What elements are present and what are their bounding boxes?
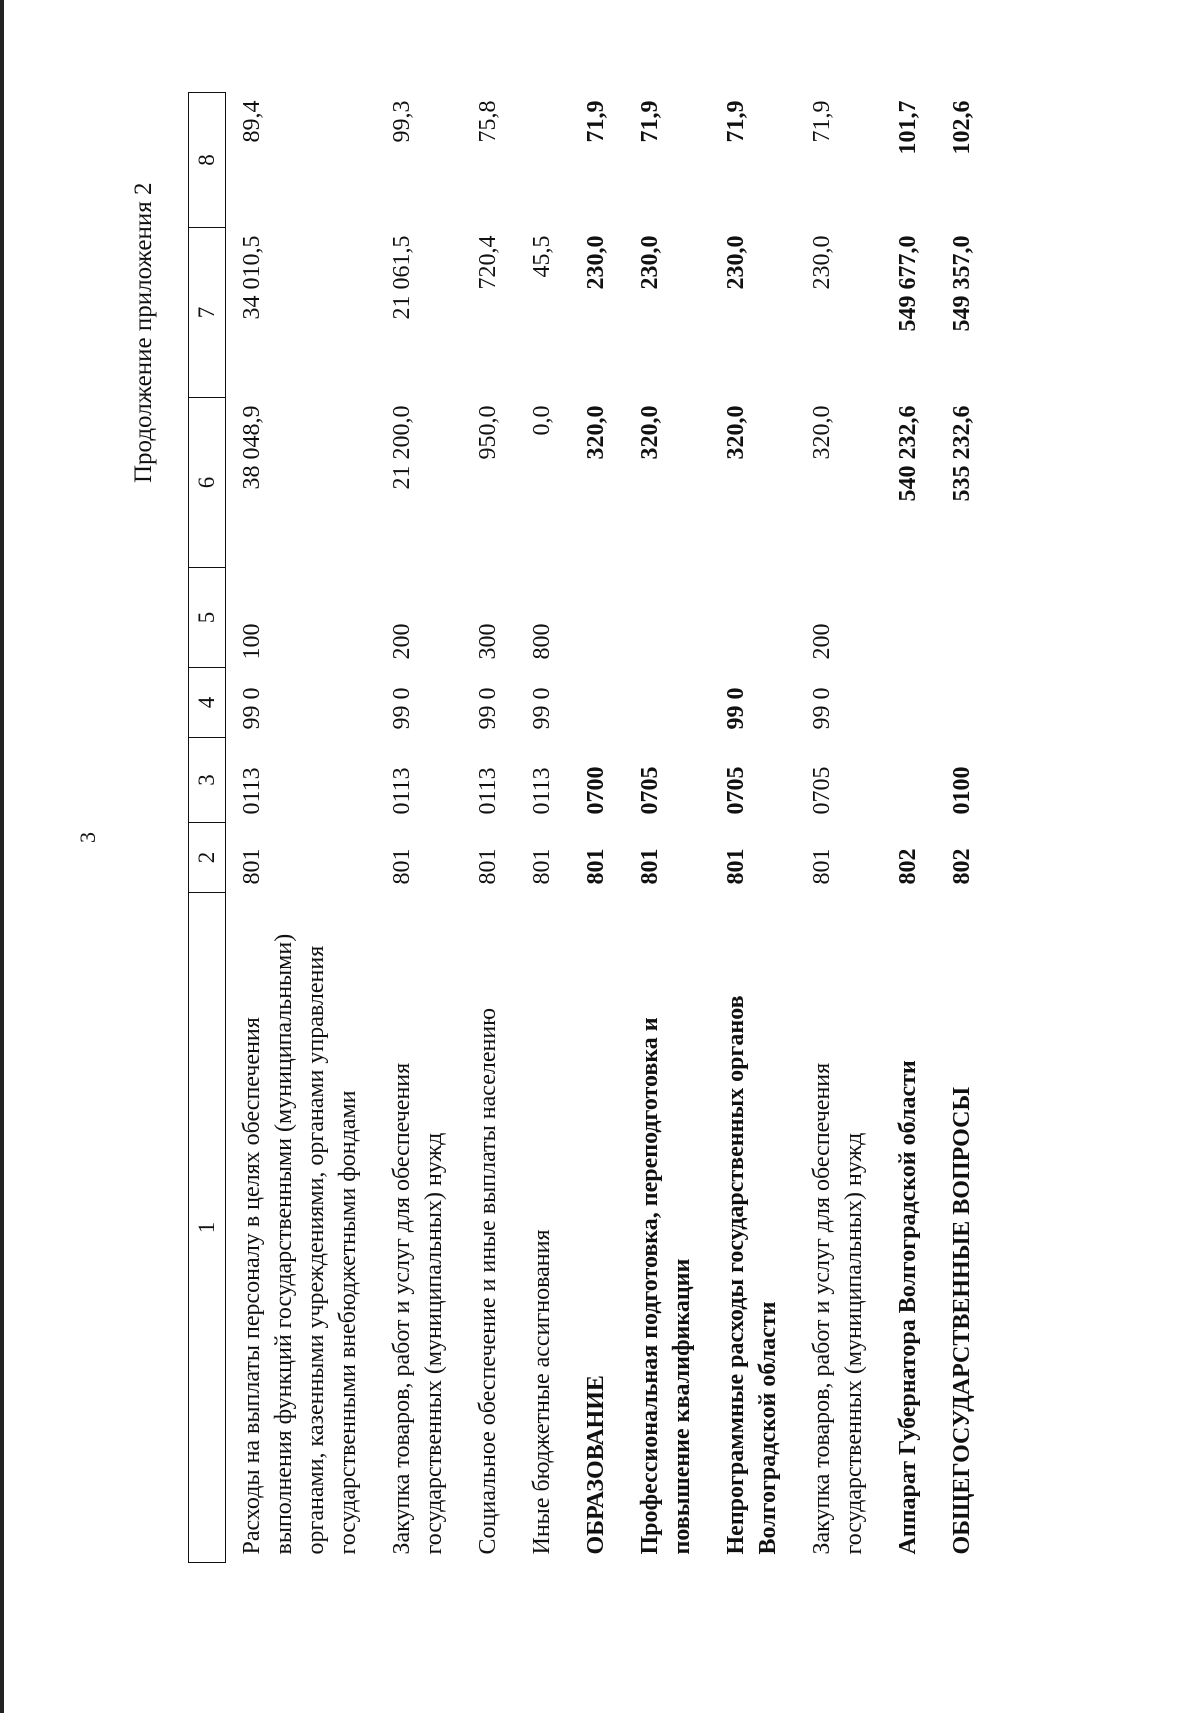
row-c8: 102,6 — [949, 100, 975, 155]
row-c5: 100 — [239, 623, 265, 660]
header-col-7: 7 — [189, 228, 226, 398]
row-c4 — [570, 668, 624, 738]
row-name: Расходы на выплаты персоналу в целях обеспечения выполнения функций государственными (муниципальными) органами, казенными учреждениями, органами управления государственными внебюджетными фондами — [239, 933, 361, 1555]
row-c2: 801 — [583, 848, 609, 885]
row-c8: 71,9 — [809, 100, 835, 143]
row-c4: 99 0 — [723, 687, 749, 730]
table-row — [570, 93, 624, 1563]
header-col-5: 5 — [189, 568, 226, 668]
row-c7: 21 061,5 — [389, 235, 415, 320]
row-c3: 0100 — [949, 766, 975, 815]
row-c7: 34 010,5 — [239, 235, 265, 320]
table-row — [936, 93, 990, 1563]
row-c6: 320,0 — [583, 405, 609, 460]
row-c8: 71,9 — [637, 100, 663, 143]
row-c7: 45,5 — [529, 235, 555, 278]
row-c2: 801 — [637, 848, 663, 885]
row-c8: 99,3 — [389, 100, 415, 143]
row-c8: 71,9 — [583, 100, 609, 143]
row-c3: 0113 — [475, 767, 501, 815]
row-c5 — [624, 568, 710, 668]
row-c8 — [516, 93, 570, 228]
row-c6: 0,0 — [529, 405, 555, 436]
row-name: ОБРАЗОВАНИЕ — [583, 1375, 609, 1555]
row-c4: 99 0 — [529, 687, 555, 730]
row-c6: 535 232,6 — [949, 405, 975, 502]
row-c2: 801 — [809, 848, 835, 885]
row-c6: 540 232,6 — [895, 405, 921, 502]
table-row — [516, 93, 570, 1563]
row-name: Непрограммные расходы государственных органов Волгоградской области — [723, 995, 781, 1555]
row-c5: 200 — [809, 623, 835, 660]
row-c5 — [710, 568, 796, 668]
row-c7: 720,4 — [475, 235, 501, 290]
row-c5: 200 — [389, 623, 415, 660]
row-c4: 99 0 — [475, 687, 501, 730]
row-c4: 99 0 — [239, 687, 265, 730]
row-c6: 950,0 — [475, 405, 501, 460]
row-c2: 801 — [723, 848, 749, 885]
row-c6: 320,0 — [723, 405, 749, 460]
row-c6: 320,0 — [637, 405, 663, 460]
row-c2: 802 — [949, 848, 975, 885]
row-c2: 801 — [475, 848, 501, 885]
table-row — [624, 93, 710, 1563]
row-c6: 320,0 — [809, 405, 835, 460]
row-c7: 230,0 — [723, 235, 749, 290]
table-row — [882, 93, 936, 1563]
table-header-row — [189, 93, 226, 1563]
row-name: Аппарат Губернатора Волгоградской области — [895, 1060, 921, 1555]
row-name: Закупка товаров, работ и услуг для обеспечения государственных (муниципальных) нужд — [809, 1062, 867, 1555]
row-name: Социальное обеспечение и иные выплаты населению — [475, 1007, 501, 1555]
row-c3: 0700 — [583, 766, 609, 815]
row-c3: 0705 — [809, 766, 835, 815]
table-row — [796, 93, 882, 1563]
row-c8: 89,4 — [239, 100, 265, 143]
row-c5: 300 — [475, 623, 501, 660]
row-c4 — [624, 668, 710, 738]
header-col-1: 1 — [189, 893, 226, 1563]
row-c5 — [936, 568, 990, 668]
row-c2: 801 — [239, 848, 265, 885]
header-col-4: 4 — [189, 668, 226, 738]
row-name: Закупка товаров, работ и услуг для обеспечения государственных (муниципальных) нужд — [389, 1062, 447, 1555]
continuation-title: Продолжение приложения 2 — [130, 182, 157, 483]
row-c7: 230,0 — [583, 235, 609, 290]
row-c4 — [936, 668, 990, 738]
row-c5 — [882, 568, 936, 668]
row-c2: 801 — [529, 848, 555, 885]
header-col-3: 3 — [189, 738, 226, 823]
row-c3 — [882, 738, 936, 823]
table-row — [710, 93, 796, 1563]
row-c7: 230,0 — [637, 235, 663, 290]
row-c8: 71,9 — [723, 100, 749, 143]
row-name: Иные бюджетные ассигнования — [529, 1229, 555, 1555]
header-col-2: 2 — [189, 823, 226, 893]
row-c4: 99 0 — [389, 687, 415, 730]
row-c8: 101,7 — [895, 100, 921, 155]
row-name: Профессиональная подготовка, переподготовка и повышение квалификации — [637, 1017, 695, 1555]
row-c6: 21 200,0 — [389, 405, 415, 490]
row-c7: 230,0 — [809, 235, 835, 290]
row-c7: 549 677,0 — [895, 235, 921, 332]
row-c2: 802 — [895, 848, 921, 885]
row-c3: 0113 — [239, 767, 265, 815]
row-c8: 75,8 — [475, 100, 501, 143]
row-c3: 0113 — [389, 767, 415, 815]
page-number: 3 — [75, 832, 100, 843]
table-row — [462, 93, 516, 1563]
row-c4: 99 0 — [809, 687, 835, 730]
header-col-8: 8 — [189, 93, 226, 228]
row-c3: 0705 — [723, 766, 749, 815]
row-c7: 549 357,0 — [949, 235, 975, 332]
row-c3: 0705 — [637, 766, 663, 815]
budget-table — [188, 92, 990, 1563]
header-col-6: 6 — [189, 398, 226, 568]
row-c3: 0113 — [529, 767, 555, 815]
row-c4 — [882, 668, 936, 738]
row-c6: 38 048,9 — [239, 405, 265, 490]
table-row — [376, 93, 462, 1563]
row-c2: 801 — [389, 848, 415, 885]
row-c5: 800 — [529, 623, 555, 660]
row-name: ОБЩЕГОСУДАРСТВЕННЫЕ ВОПРОСЫ — [949, 1086, 975, 1555]
table-row — [226, 93, 377, 1563]
row-c5 — [570, 568, 624, 668]
